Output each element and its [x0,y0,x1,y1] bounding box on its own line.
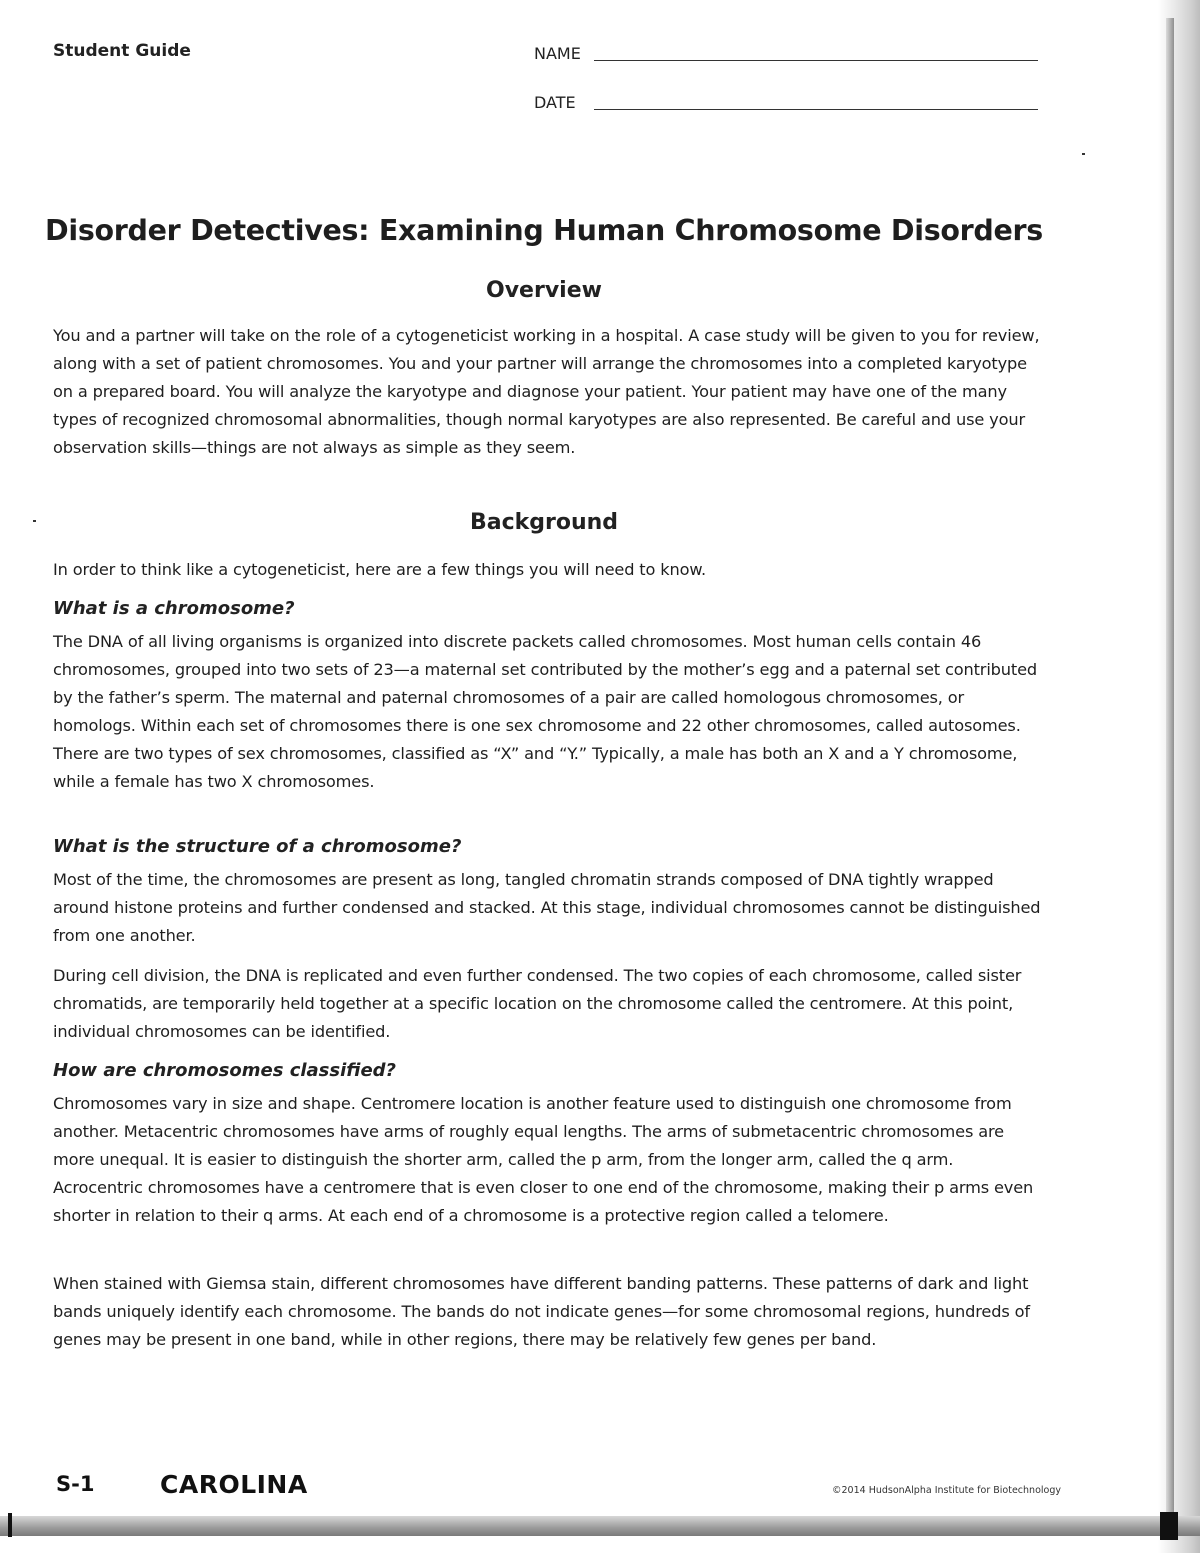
date-label: DATE [534,93,576,112]
date-line[interactable] [594,109,1038,110]
overview-heading: Overview [486,278,602,303]
paragraph-classification-1: Chromosomes vary in size and shape. Centromere location is another feature used to distinguish one chromosome from another. Metacentric chromosomes have arms of roughly equal lengths. The arms of submetacentric chromosomes are more unequal. It is easier to distinguish the shorter arm, called the p arm, from the longer arm, called the q arm. Acrocentric chromosomes have a centromere that is even closer to one end of the chromosome, making their p arms even shorter in relation to their q arms. At each end of a chromosome is a protective region called a telomere. [53,1094,1034,1225]
subheading-classification: How are chromosomes classified? [53,1060,396,1081]
subheading-structure: What is the structure of a chromosome? [53,836,462,857]
page-number: S-1 [56,1472,95,1496]
scan-corner-mark [1160,1512,1178,1540]
background-intro: In order to think like a cytogeneticist, here are a few things you will need to know. [53,560,706,579]
scan-page-edge-shadow [1166,18,1174,1538]
overview-paragraph: You and a partner will take on the role of a cytogeneticist working in a hospital. A case study will be given to you for review, along with a set of patient chromosomes. You and your partner will arrange the chromosomes into a completed karyotype on a prepared board. You will analyze the karyotype and diagnose your patient. Your patient may have one of the many types of recognized chromosomal abnormalities, though normal karyotypes are also represented. Be careful and use your observation skills—things are not always as simple as they seem. [53,326,1040,457]
scan-left-mark [8,1513,12,1537]
carolina-logo: CAROLINA [160,1470,308,1499]
student-guide-label: Student Guide [53,41,191,61]
subheading-what-is-chromosome: What is a chromosome? [53,598,295,619]
background-heading: Background [469,510,619,535]
copyright-notice: ©2014 HudsonAlpha Institute for Biotechnology [832,1485,1061,1496]
paragraph-classification-2: When stained with Giemsa stain, different chromosomes have different banding patterns. These patterns of dark and light bands uniquely identify each chromosome. The bands do not indicate genes—for some chromosomal regions, hundreds of genes may be present in one band, while in other regions, there may be relatively few genes per band. [53,1274,1030,1349]
paragraph-structure-1: Most of the time, the chromosomes are present as long, tangled chromatin strands composed of DNA tightly wrapped around histone proteins and further condensed and stacked. At this stage, individual chromosomes cannot be distinguished from one another. [53,870,1041,945]
scan-bottom-edge [0,1516,1200,1536]
name-label: NAME [534,44,581,63]
scan-page-edge [1158,0,1200,1553]
page-title: Disorder Detectives: Examining Human Chromosome Disorders [45,214,1043,247]
paragraph-structure-2: During cell division, the DNA is replicated and even further condensed. The two copies of each chromosome, called sister chromatids, are temporarily held together at a specific location on the chromosome called the centromere. At this point, individual chromosomes can be identified. [53,966,1022,1041]
date-field[interactable] [534,93,594,112]
paragraph-chromosome: The DNA of all living organisms is organized into discrete packets called chromosomes. Most human cells contain 46 chromosomes, grouped into two sets of 23—a maternal set contributed by the mother’s egg and a paternal set contributed by the father’s sperm. The maternal and paternal chromosomes of a pair are called homologous chromosomes, or homologs. Within each set of chromosomes there is one sex chromosome and 22 other chromosomes, called autosomes. There are two types of sex chromosomes, classified as “X” and “Y.” Typically, a male has both an X and a Y chromosome, while a female has two X chromosomes. [53,632,1038,791]
scan-speck [1082,153,1085,155]
name-field[interactable] [534,44,594,63]
name-line[interactable] [594,60,1038,61]
